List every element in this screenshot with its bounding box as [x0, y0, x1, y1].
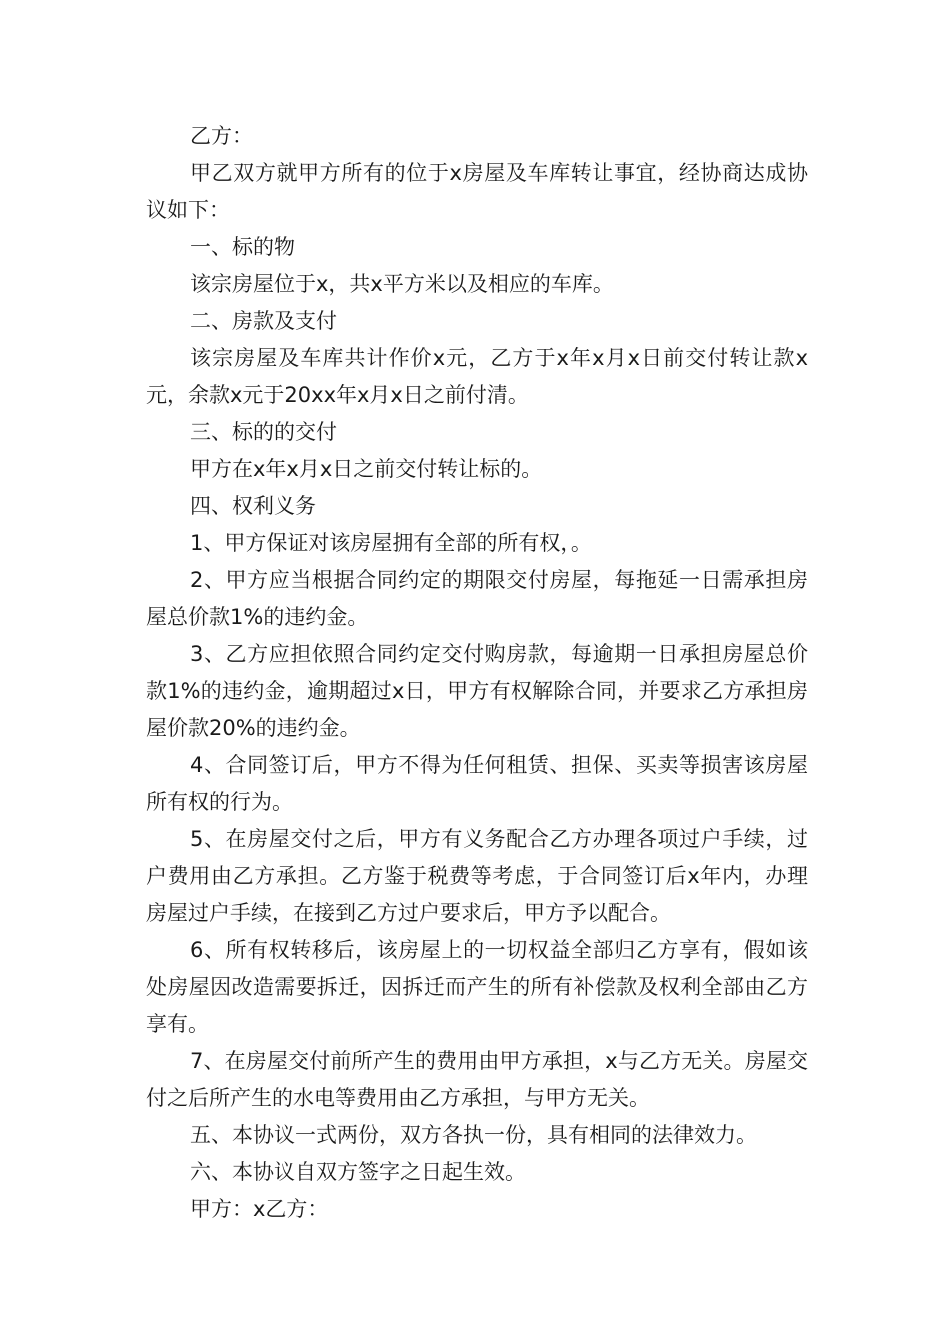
section-five-copies: 五、本协议一式两份，双方各执一份，具有相同的法律效力。	[190, 1123, 757, 1147]
section-heading-subject: 一、标的物	[190, 235, 295, 259]
intro-paragraph: 甲乙双方就甲方所有的位于x房屋及车库转让事宜，经协商达成协议如下：	[146, 161, 808, 222]
clause-7: 7、在房屋交付前所产生的费用由甲方承担，x与乙方无关。房屋交付之后所产生的水电等费用由乙方承担，与甲方无关。	[146, 1049, 808, 1110]
document-page	[146, 118, 808, 1228]
clause-5: 5、在房屋交付之后，甲方有义务配合乙方办理各项过户手续，过户费用由乙方承担。乙方鉴于税费等考虑，于合同签订后x年内，办理房屋过户手续，在接到乙方过户要求后，甲方予以配合。	[146, 827, 808, 925]
section-six-effective: 六、本协议自双方签字之日起生效。	[190, 1160, 526, 1184]
signature-line: 甲方：x乙方：	[190, 1197, 329, 1221]
clause-4: 4、合同签订后，甲方不得为任何租赁、担保、买卖等损害该房屋所有权的行为。	[146, 753, 808, 814]
section-heading-rights: 四、权利义务	[190, 494, 316, 518]
payment-paragraph: 该宗房屋及车库共计作价x元，乙方于x年x月x日前交付转让款x元，余款x元于20xx年x月x日之前付清。	[146, 346, 808, 407]
delivery-paragraph: 甲方在x年x月x日之前交付转让标的。	[190, 457, 543, 481]
subject-paragraph: 该宗房屋位于x，共x平方米以及相应的车库。	[190, 272, 614, 296]
clause-3: 3、乙方应担依照合同约定交付购房款，每逾期一日承担房屋总价款1%的违约金，逾期超过x日，甲方有权解除合同，并要求乙方承担房屋价款20%的违约金。	[146, 642, 808, 740]
clause-2: 2、甲方应当根据合同约定的期限交付房屋，每拖延一日需承担房屋总价款1%的违约金。	[146, 568, 808, 629]
party-b-label: 乙方：	[190, 124, 253, 148]
clause-6: 6、所有权转移后，该房屋上的一切权益全部归乙方享有，假如该处房屋因改造需要拆迁，因拆迁而产生的所有补偿款及权利全部由乙方享有。	[146, 938, 808, 1036]
section-heading-delivery: 三、标的的交付	[190, 420, 337, 444]
section-heading-payment: 二、房款及支付	[190, 309, 337, 333]
clause-1: 1、甲方保证对该房屋拥有全部的所有权，。	[190, 531, 592, 555]
